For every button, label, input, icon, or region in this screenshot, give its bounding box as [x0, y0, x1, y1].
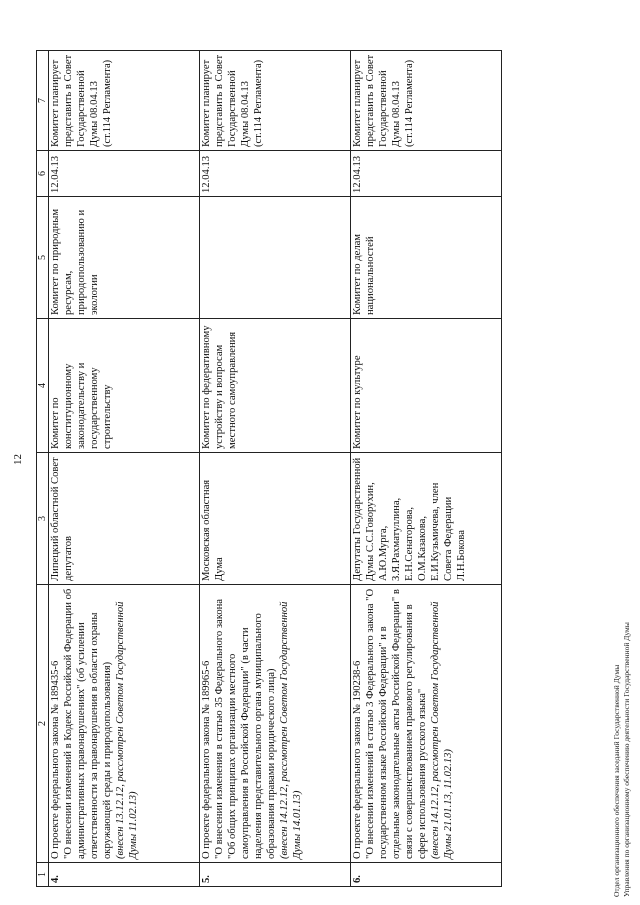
row-number: 5.: [200, 863, 351, 887]
initiator-cell: Липецкий областной Совет депутатов: [49, 453, 200, 585]
table-row: [200, 51, 351, 887]
committee-cell: Комитет по конституционному законодательству и государственному строительству: [49, 319, 200, 453]
date-cell: 12.04.13: [49, 151, 200, 197]
project-note: (внесен 14.12.12, рассмотрен Советом Государственной Думы 21.01.13, 11.02.13): [430, 601, 454, 859]
project-title: О проекте федерального закона № 190238-6: [352, 660, 363, 859]
project-title: О проекте федерального закона № 189965-6: [201, 660, 212, 859]
footer-line-1: Отдел организационного обеспечения заседаний Государственной Думы: [612, 664, 621, 897]
col-header-6: 6: [37, 151, 49, 197]
committee-cell: Комитет по федеративному устройству и вопросам местного самоуправления: [200, 319, 351, 453]
status-cell: Комитет планирует представить в Совет Государственной Думы 08.04.13 (ст.114 Регламента): [351, 51, 502, 151]
project-body: "О внесении изменений в статью 3 Федерального закона "О государственном языке Российской Федерации" и в отдельные законодательные акты Российской Федерации" в связи с совершенствованием правового регулирования в сфере использования русского языка": [365, 588, 428, 859]
co-committee-cell: [200, 197, 351, 319]
table-row: [49, 51, 200, 887]
committee-cell: Комитет по культуре: [351, 319, 502, 453]
col-header-3: 3: [37, 453, 49, 585]
col-header-7: 7: [37, 51, 49, 151]
col-header-2: 2: [37, 585, 49, 863]
table-row: [351, 51, 502, 887]
row-number: 4.: [49, 863, 200, 887]
initiator-cell: Депутаты Государственной Думы С.С.Говорухин, А.Ю.Мурга, З.Я.Рахматуллина, Е.Н.Сенаторова, О.М.Казакова, Е.И.Кузьмичева, член Совета Федерации Л.Н.Бокова: [351, 453, 502, 585]
row-number: 6.: [351, 863, 502, 887]
project-body: "О внесении изменений в Кодекс Российской Федерации об административных правонарушениях" (об усилении ответственности за правонарушения в области охраны окружающей среды и природопользования): [63, 588, 113, 859]
date-cell: 12.04.13: [351, 151, 502, 197]
project-cell: [200, 585, 351, 863]
status-cell: Комитет планирует представить в Совет Государственной Думы 08.04.13 (ст.114 Регламента): [49, 51, 200, 151]
co-committee-cell: Комитет по делам национальностей: [351, 197, 502, 319]
agenda-table: [36, 50, 502, 887]
project-body: "О внесении изменения в статью 35 Федерального закона "Об общих принципах организации местного самоуправления в Российской Федерации" (в части наделения представительного органа муниципального образования правами юридического лица): [214, 599, 277, 859]
status-cell: Комитет планирует представить в Совет Государственной Думы 08.04.13 (ст.114 Регламента): [200, 51, 351, 151]
project-cell: [351, 585, 502, 863]
col-header-4: 4: [37, 319, 49, 453]
project-cell: [49, 585, 200, 863]
initiator-cell: Московская областная Дума: [200, 453, 351, 585]
date-cell: 12.04.13: [200, 151, 351, 197]
footer-line-2: Управления по организационному обеспечению деятельности Государственной Думы: [622, 622, 631, 897]
page-footer: [612, 622, 632, 897]
page-number: 12: [12, 454, 24, 465]
col-header-5: 5: [37, 197, 49, 319]
col-header-1: 1: [37, 863, 49, 887]
project-title: О проекте федерального закона № 189435-6: [50, 660, 61, 859]
project-note: (внесен 14.12.12, рассмотрен Советом Государственной Думы 14.01.13): [279, 601, 303, 859]
project-note: (внесен 13.12.12, рассмотрен Советом Государственной Думы 11.02.13): [115, 601, 139, 859]
header-row: [37, 51, 49, 887]
co-committee-cell: Комитет по природным ресурсам, природопользованию и экологии: [49, 197, 200, 319]
